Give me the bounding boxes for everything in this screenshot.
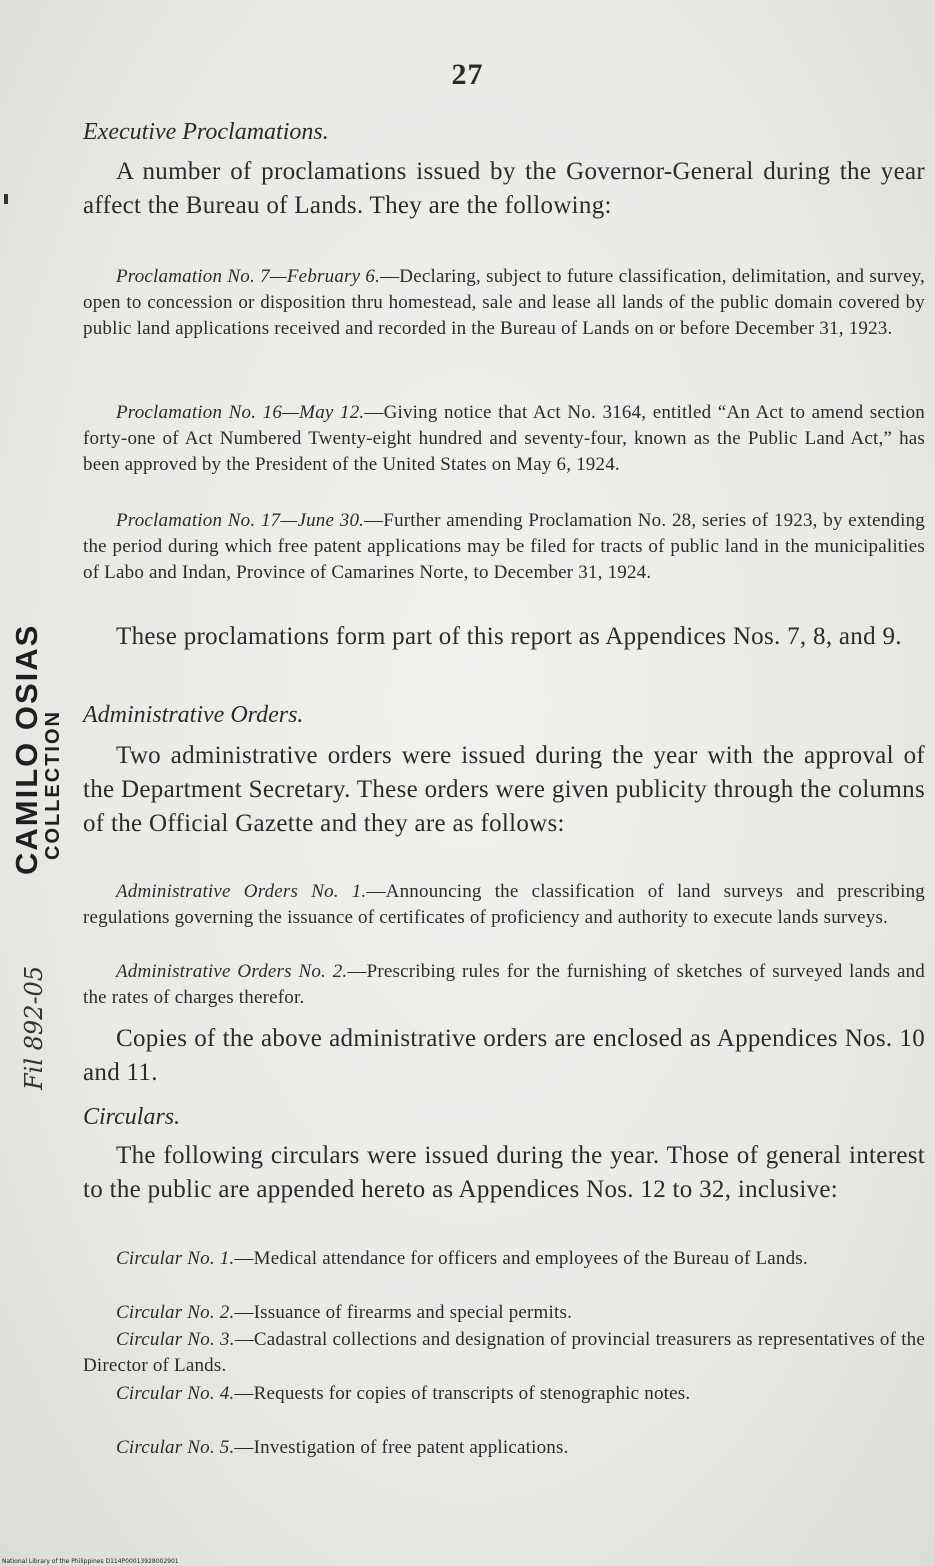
page-number: 27 xyxy=(451,58,484,91)
admin-order-item xyxy=(83,959,925,1011)
item-text: —Further amending Proclamation No. 28, series of 1923, by extending the period during which free patent applications may be filed for tracts of public land in the municipalities of Labo and Indan, Province of Camarines Norte, to December 31, 1924. xyxy=(83,510,925,583)
item-lead: Proclamation No. 17—June 30. xyxy=(116,510,365,531)
library-footer-credit: National Library of the Philippines D114P00013928002901 xyxy=(2,1558,179,1565)
admin-order-item xyxy=(83,879,925,931)
item-lead: Circular No. 3. xyxy=(116,1329,235,1350)
item-lead: Circular No. 5. xyxy=(116,1437,235,1458)
item-text: —Issuance of firearms and special permits. xyxy=(234,1302,573,1323)
edge-mark xyxy=(4,194,8,204)
item-text: —Giving notice that Act No. 3164, entitled “An Act to amend section forty-one of Act Numbered Twenty-eight hundred and seventy-four, known as the Public Land Act,” has been approved by the President of the United States on May 6, 1924. xyxy=(83,402,925,475)
proclamation-item xyxy=(83,400,925,478)
section-heading-administrative: Administrative Orders. xyxy=(83,702,304,728)
item-lead: Administrative Orders No. 1. xyxy=(116,881,367,902)
circ-intro-paragraph: The following circulars were issued during the year. Those of general interest to the public are appended hereto as Appendices Nos. 12 to 32, inclusive: xyxy=(83,1142,925,1203)
admin-intro-paragraph: Two administrative orders were issued during the year with the approval of the Department Secretary. These orders were given publicity through the columns of the Official Gazette and they are as follows: xyxy=(83,742,925,837)
proclamation-item xyxy=(83,264,925,342)
stamp-line-name: CAMILO OSIAS xyxy=(9,623,44,875)
item-lead: Circular No. 4. xyxy=(116,1383,235,1404)
admin-closing-paragraph: Copies of the above administrative orders are enclosed as Appendices Nos. 10 and 11. xyxy=(83,1025,925,1086)
circular-item xyxy=(83,1327,925,1379)
circular-item xyxy=(83,1246,925,1272)
circular-item xyxy=(83,1300,925,1326)
item-text: —Prescribing rules for the furnishing of sketches of surveyed lands and the rates of charges therefor. xyxy=(83,961,926,1008)
proclamation-item xyxy=(83,508,925,586)
exec-intro-paragraph: A number of proclamations issued by the Governor-General during the year affect the Bureau of Lands. They are the following: xyxy=(83,158,925,219)
item-text: —Requests for copies of transcripts of stenographic notes. xyxy=(234,1383,691,1404)
item-lead: Proclamation No. 16—May 12. xyxy=(116,402,365,423)
item-text: —Declaring, subject to future classification, delimitation, and survey, open to concession or disposition thru homestead, sale and lease all lands of the public domain covered by public land applications received and recorded in the Bureau of Lands on or before December 31, 1923. xyxy=(83,266,925,339)
section-heading-circulars: Circulars. xyxy=(83,1104,181,1130)
item-lead: Circular No. 2. xyxy=(116,1302,235,1323)
circular-item xyxy=(83,1381,925,1407)
handwritten-accession-note: Fil 892-05 xyxy=(20,965,48,1090)
item-lead: Circular No. 1. xyxy=(116,1248,235,1269)
item-text: —Announcing the classification of land surveys and prescribing regulations governing the issuance of certificates of proficiency and authority to execute lands surveys. xyxy=(83,881,926,928)
item-text: —Cadastral collections and designation of provincial treasurers as representatives of the Director of Lands. xyxy=(83,1329,926,1376)
item-text: —Medical attendance for officers and employees of the Bureau of Lands. xyxy=(234,1248,808,1269)
exec-closing-paragraph: These proclamations form part of this report as Appendices Nos. 7, 8, and 9. xyxy=(116,623,902,650)
stamp-line-collection: COLLECTION xyxy=(42,710,64,860)
circular-item xyxy=(83,1435,925,1461)
collection-stamp xyxy=(2,623,162,875)
section-heading-executive: Executive Proclamations. xyxy=(83,119,329,145)
item-text: —Investigation of free patent applications. xyxy=(234,1437,569,1458)
item-lead: Proclamation No. 7—February 6. xyxy=(116,266,381,287)
item-lead: Administrative Orders No. 2. xyxy=(116,961,348,982)
